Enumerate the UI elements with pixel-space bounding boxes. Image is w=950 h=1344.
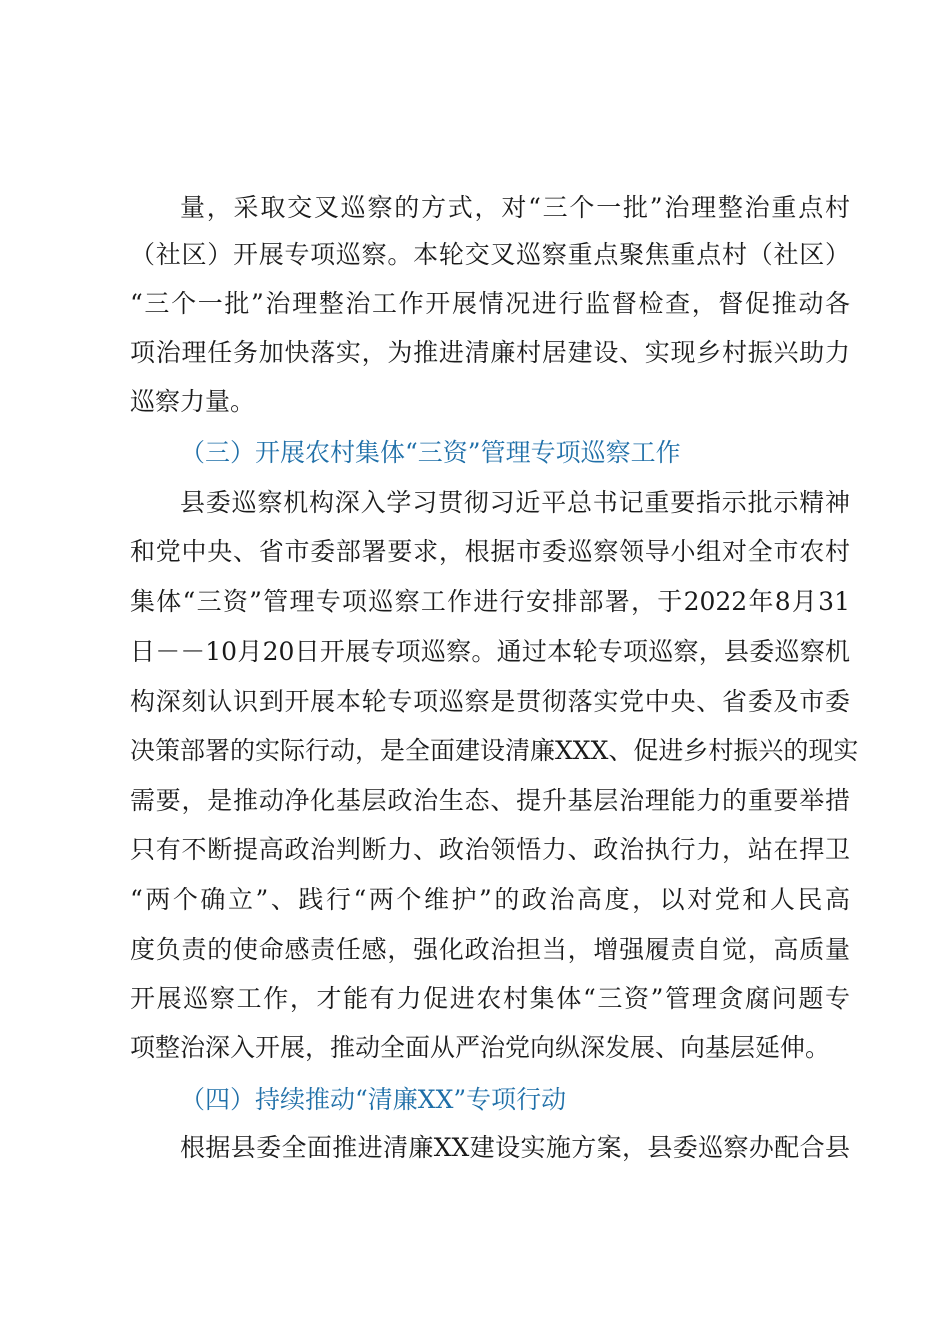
paragraph-2-line-6: 决策部署的实际行动，是全面建设清廉XXX、促进乡村振兴的现实 (130, 736, 859, 765)
section-heading-4: （四）持续推动“清廉XX”专项行动 (180, 1085, 567, 1114)
paragraph-1-line-2: （社区）开展专项巡察。本轮交叉巡察重点聚焦重点村（社区） (130, 240, 850, 269)
paragraph-2-line-12: 项整治深入开展，推动全面从严治党向纵深发展、向基层延伸。 (130, 1033, 831, 1062)
paragraph-2-line-3: 集体“三资”管理专项巡察工作进行安排部署，于2022年8月31 (130, 587, 850, 616)
paragraph-2-line-11: 开展巡察工作，才能有力促进农村集体“三资”管理贪腐问题专 (130, 984, 850, 1013)
paragraph-2-line-2: 和党中央、省市委部署要求，根据市委巡察领导小组对全市农村 (130, 537, 850, 566)
section-heading-3: （三）开展农村集体“三资”管理专项巡察工作 (180, 438, 681, 467)
paragraph-2-line-9: “两个确立”、践行“两个维护”的政治高度，以对党和人民高 (130, 885, 850, 914)
paragraph-3-line-1: 根据县委全面推进清廉XX建设实施方案，县委巡察办配合县 (180, 1133, 850, 1162)
paragraph-2-line-5: 构深刻认识到开展本轮专项巡察是贯彻落实党中央、省委及市委 (130, 687, 850, 716)
paragraph-1-line-4: 项治理任务加快落实，为推进清廉村居建设、实现乡村振兴助力 (130, 338, 850, 367)
paragraph-2-line-1: 县委巡察机构深入学习贯彻习近平总书记重要指示批示精神 (180, 488, 850, 517)
paragraph-1-line-5: 巡察力量。 (130, 387, 256, 416)
paragraph-1-line-3: “三个一批”治理整治工作开展情况进行监督检查，督促推动各 (130, 289, 850, 318)
paragraph-1-line-1: 量，采取交叉巡察的方式，对“三个一批”治理整治重点村 (180, 193, 850, 222)
paragraph-2-line-7: 需要，是推动净化基层政治生态、提升基层治理能力的重要举措 (130, 786, 850, 815)
paragraph-2-line-4: 日－－10月20日开展专项巡察。通过本轮专项巡察，县委巡察机 (130, 637, 850, 666)
paragraph-2-line-8: 只有不断提高政治判断力、政治领悟力、政治执行力，站在捍卫 (130, 835, 850, 864)
paragraph-2-line-10: 度负责的使命感责任感，强化政治担当，增强履责自觉，高质量 (130, 935, 850, 964)
